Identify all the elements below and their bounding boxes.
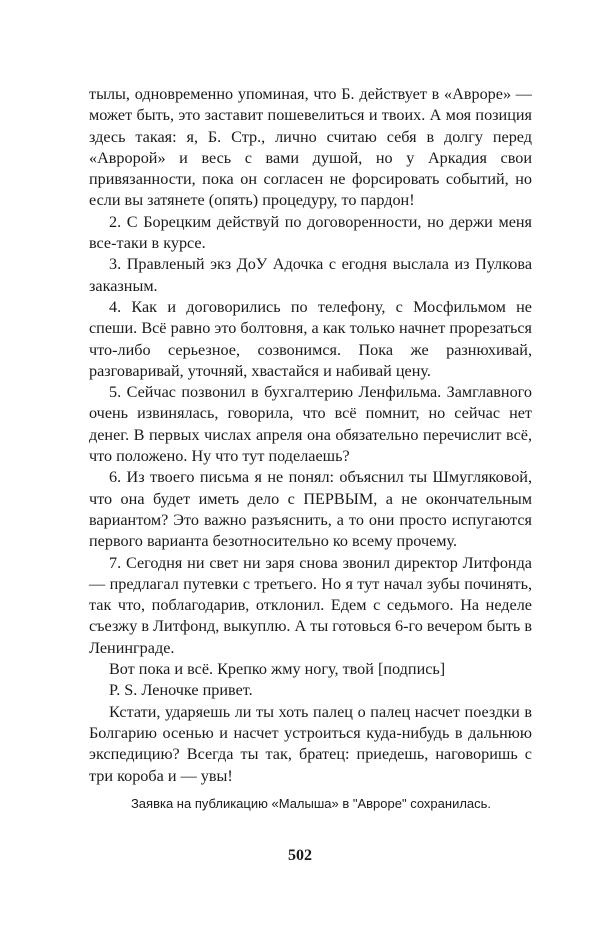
letter-body bbox=[89, 84, 532, 787]
letter-paragraph: 4. Как и договорились по телефону, с Мосфильмом не спеши. Всё равно это болтовня, а как только начнет прорезаться что-либо серьезное, созвонимся. Пока же разнюхивай, разговаривай, уточняй, хвастайся и набивай цену. bbox=[89, 297, 532, 380]
letter-paragraph: 6. Из твоего письма я не понял: объяснил ты Шмугляковой, что она будет иметь дело с ПЕРВЫМ, а не окончательным вариантом? Это важно разъяснить, а то они просто испугаются первого варианта безотносительно ко всему прочему. bbox=[89, 468, 532, 551]
letter-postscript: P. S. Леночке привет. bbox=[109, 681, 253, 700]
letter-paragraph: 2. С Борецким действуй по договоренности, но держи меня все-таки в курсе. bbox=[89, 212, 532, 253]
letter-paragraph: 7. Сегодня ни свет ни заря снова звонил директор Литфонда — предлагал путевки с третьего. Но я тут начал зубы починять, так что, поблагодарив, отклонил. Едем с седьмого. На неделе съезжу в Литфонд, выкуплю. А ты готовься 6-го вечером быть в Ленинграде. bbox=[89, 553, 532, 657]
letter-final-paragraph: Кстати, ударяешь ли ты хоть палец о палец насчет поездки в Болгарию осенью и насчет устроиться куда-нибудь в дальнюю экспедицию? Всегда ты так, братец: приедешь, наговоришь с три короба и — увы! bbox=[89, 702, 532, 785]
page-number: 502 bbox=[288, 847, 312, 864]
editorial-note: Заявка на публикацию «Малыша» в "Авроре" сохранилась. bbox=[130, 796, 492, 811]
letter-paragraph: тылы, одновременно упоминая, что Б. действует в «Авроре» — может быть, это заставит пошевелиться и твоих. А моя позиция здесь такая: я, Б. Стр., лично считаю себя в долгу перед «Авророй» и весь с вами душой, но у Аркадия свои привязанности, пока он согласен не форсировать событий, но если вы затянете (опять) процедуру, то пардон! bbox=[89, 85, 532, 210]
letter-paragraph: 5. Сейчас позвонил в бухгалтерию Ленфильма. Замглавного очень извинялась, говорила, что всё помнит, но сейчас нет денег. В первых числах апреля она обязательно перечислит всё, что положено. Ну что тут поделаешь? bbox=[89, 383, 532, 466]
letter-closing: Вот пока и всё. Крепко жму ногу, твой [подпись] bbox=[109, 660, 446, 679]
letter-paragraph: 3. Правленый экз ДоУ Адочка с егодня выслала из Пулкова заказным. bbox=[89, 255, 532, 295]
